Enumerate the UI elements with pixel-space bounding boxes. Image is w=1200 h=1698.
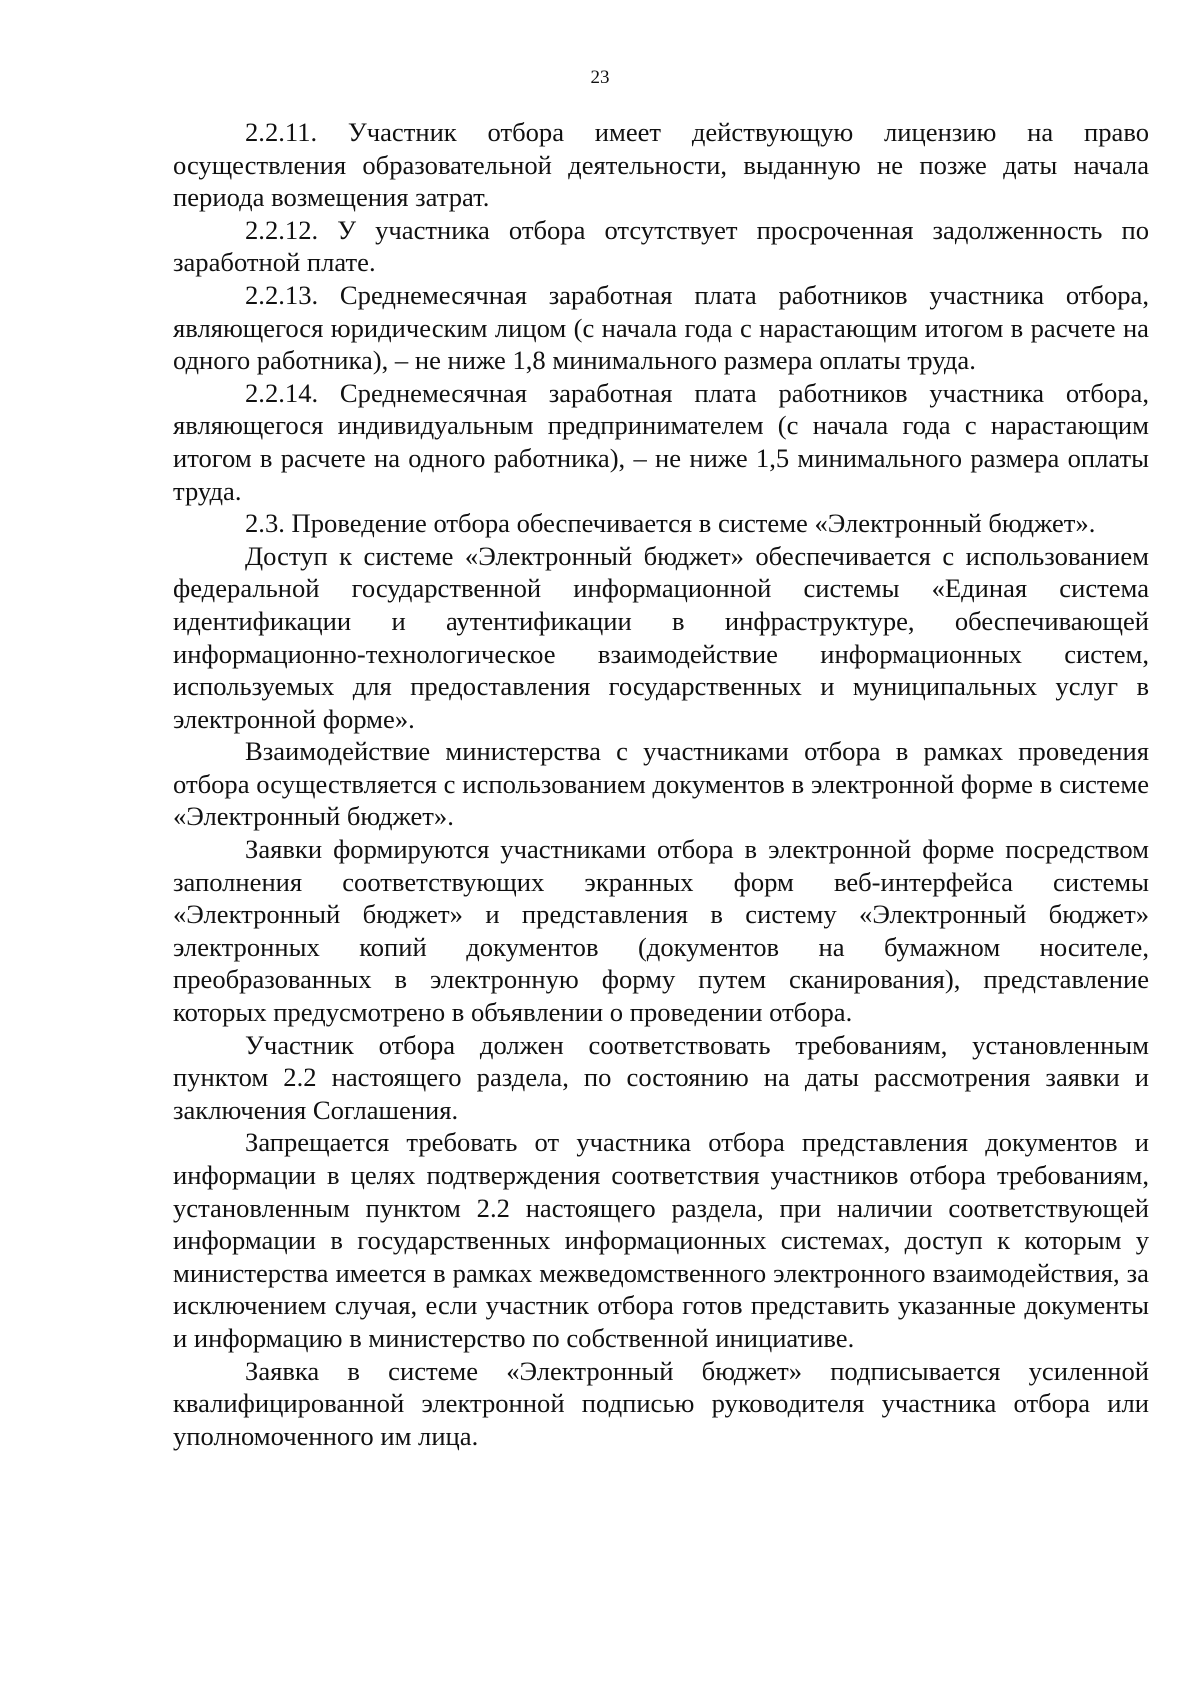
page-number: 23 xyxy=(590,67,610,88)
paragraph-2-2-12: 2.2.12. У участника отбора отсутствует просроченная задолженность по заработной плате. xyxy=(173,214,1149,278)
paragraph-participant-compliance: Участник отбора должен соответствовать требованиям, установленным пунктом 2.2 настоящего раздела, по состоянию на даты рассмотрения заявки и заключения Соглашения. xyxy=(173,1029,1149,1125)
paragraph-documents-prohibition: Запрещается требовать от участника отбора представления документов и информации в целях подтверждения соответствия участников отбора требованиям, установленным пунктом 2.2 настоящего раздела, при наличии соответствующей информации в государственных информационных системах, доступ к которым у министерства имеется в рамках межведомственного электронного взаимодействия, за исключением случая, если участник отбора готов представить указанные документы и информацию в министерство по собственной инициативе. xyxy=(173,1127,1149,1353)
paragraph-2-3: 2.3. Проведение отбора обеспечивается в системе «Электронный бюджет». xyxy=(245,508,1096,539)
paragraph-system-access: Доступ к системе «Электронный бюджет» обеспечивается с использованием федеральной государственной информационной системы «Единая система идентификации и аутентификации в инфраструктуре, обеспечивающей информационно-технологическое взаимодействие информационных систем, используемых для предоставления государственных и муниципальных услуг в электронной форме». xyxy=(173,540,1149,734)
paragraph-2-2-11: 2.2.11. Участник отбора имеет действующую лицензию на право осуществления образовательной деятельности, выданную не позже даты начала периода возмещения затрат. xyxy=(173,117,1149,213)
paragraph-ministry-interaction: Взаимодействие министерства с участниками отбора в рамках проведения отбора осуществляется с использованием документов в электронной форме в системе «Электронный бюджет». xyxy=(173,736,1149,832)
paragraph-2-2-13: 2.2.13. Среднемесячная заработная плата работников участника отбора, являющегося юридическим лицом (с начала года с нарастающим итогом в расчете на одного работника), – не ниже 1,8 минимального размера оплаты труда. xyxy=(173,279,1149,376)
paragraph-2-2-14: 2.2.14. Среднемесячная заработная плата работников участника отбора, являющегося индивидуальным предпринимателем (с начала года с нарастающим итогом в расчете на одного работника), – не ниже 1,5 минимального размера оплаты труда. xyxy=(173,377,1149,506)
document-body xyxy=(173,116,1149,1452)
paragraph-application-forming: Заявки формируются участниками отбора в электронной форме посредством заполнения соответствующих экранных форм веб-интерфейса системы «Электронный бюджет» и представления в систему «Электронный бюджет» электронных копий документов (документов на бумажном носителе, преобразованных в электронную форму путем сканирования), представление которых предусмотрено в объявлении о проведении отбора. xyxy=(173,834,1149,1028)
paragraph-application-signature: Заявка в системе «Электронный бюджет» подписывается усиленной квалифицированной электронной подписью руководителя участника отбора или уполномоченного им лица. xyxy=(173,1355,1149,1451)
